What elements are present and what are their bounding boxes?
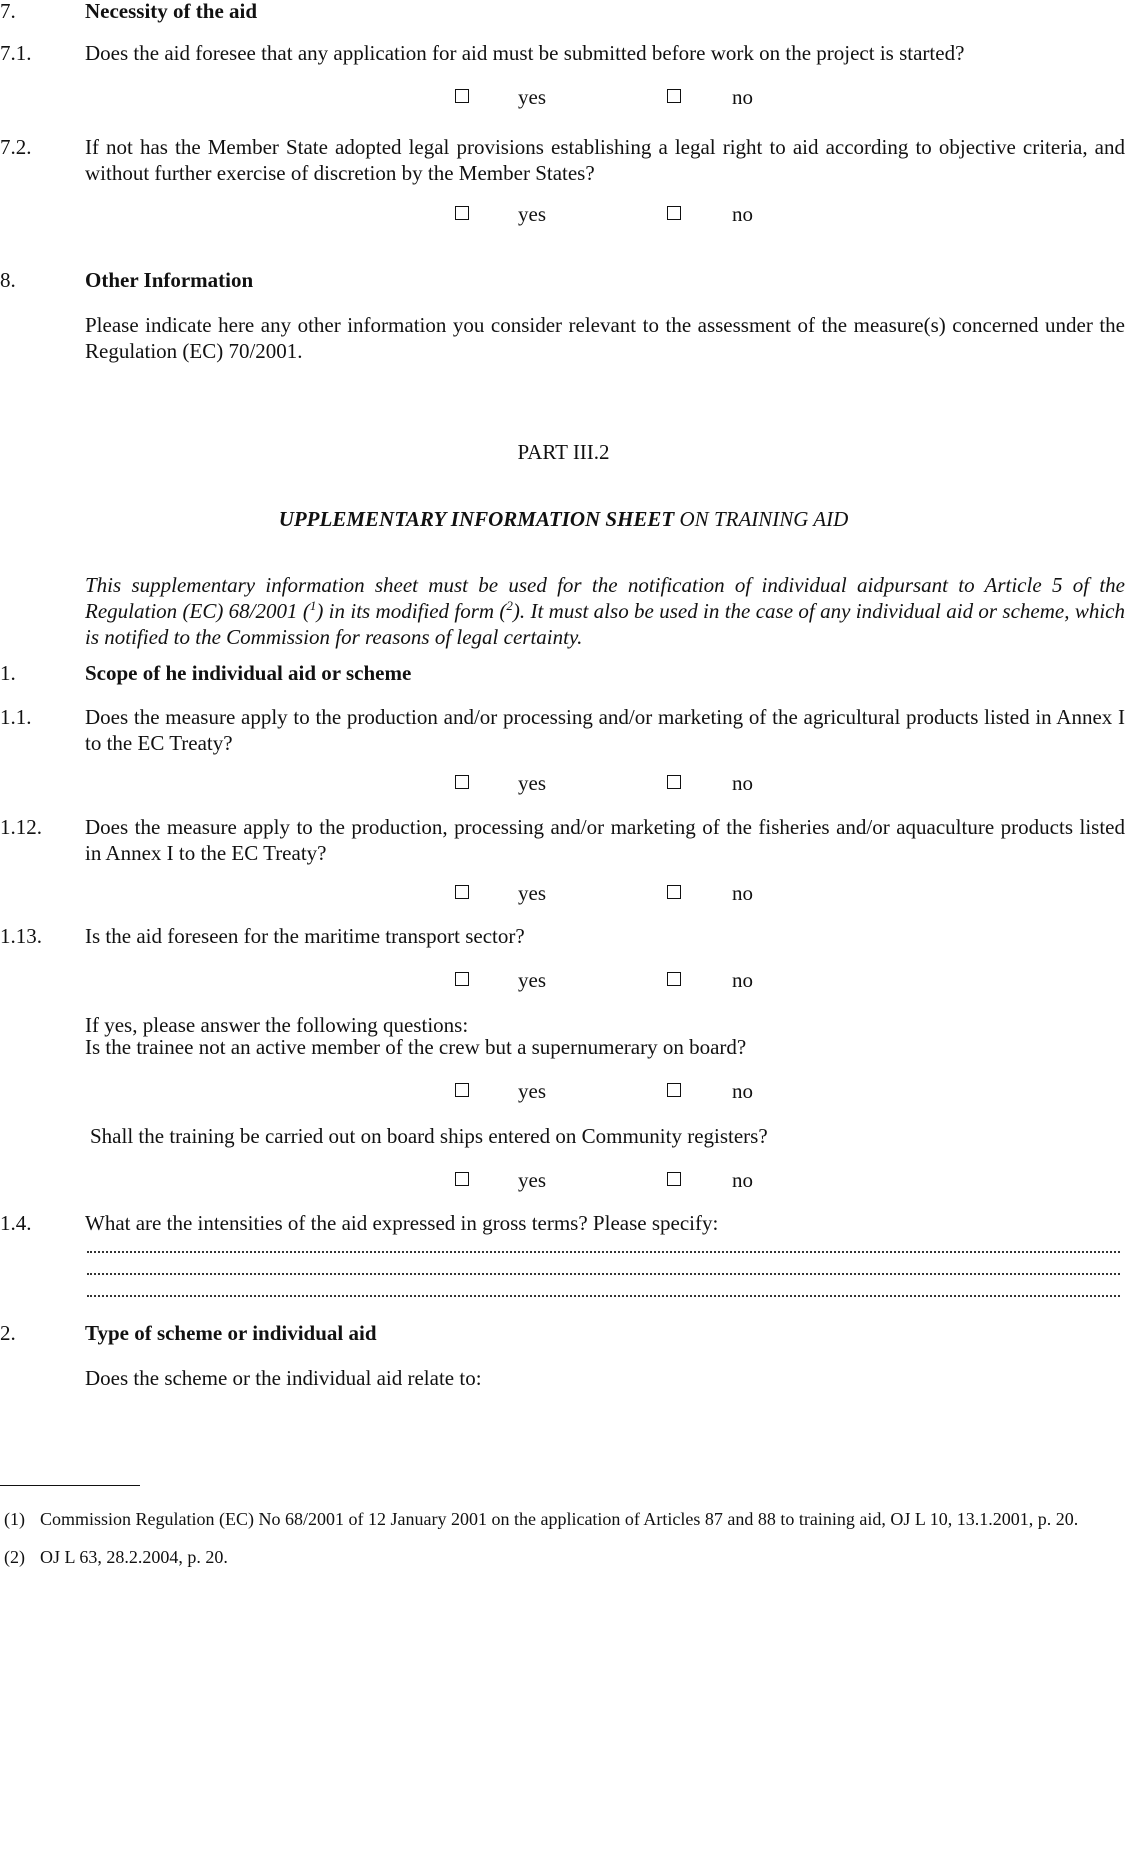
q1-13-no-checkbox[interactable] (667, 972, 681, 986)
no-label: no (732, 85, 753, 109)
section-8-title: Other Information (85, 268, 254, 292)
intro-text-b: ) in its modified form ( (316, 599, 507, 623)
intro-text-c: ). It must also be used in the case of any individual aid or scheme, which is notified to the Commission for reasons of legal certainty. (85, 599, 1125, 649)
footnote-2-number: (2) (4, 1547, 25, 1567)
part-title: PART III.2 (517, 440, 610, 464)
no-label: no (732, 1168, 753, 1192)
q7-2-text: If not has the Member State adopted legal provisions establishing a legal right to aid according to objective criteria, and without further exercise of discretion by the Member States? (85, 135, 1125, 185)
intro-text-a: This supplementary information sheet must be used for the notification of individual aidpursant to Article 5 of the Regulation (EC) 68/2001 ( (85, 573, 1125, 623)
q1-12-text: Does the measure apply to the production, processing and/or marketing of the fisheries and/or aquaculture products listed in Annex I to the EC Treaty? (85, 815, 1125, 865)
section-8-text: Please indicate here any other information you consider relevant to the assessment of the measure(s) concerned under the Regulation (EC) 70/2001. (85, 313, 1125, 363)
section-2-title: Type of scheme or individual aid (85, 1321, 377, 1345)
sub-question-2-text: Shall the training be carried out on board ships entered on Community registers? (90, 1124, 768, 1148)
section-1-number: 1. (0, 661, 16, 685)
q7-1-yes-no (0, 84, 1127, 110)
yes-label: yes (518, 968, 546, 992)
section-8-number: 8. (0, 268, 16, 292)
q7-2-yes-no (0, 201, 1127, 227)
answer-line-3[interactable] (87, 1295, 1120, 1297)
part-subtitle-bold: UPPLEMENTARY INFORMATION SHEET (278, 507, 675, 531)
q1-1-number: 1.1. (0, 705, 32, 729)
q1-4-number: 1.4. (0, 1211, 32, 1235)
sub-q1-yes-checkbox[interactable] (455, 1083, 469, 1097)
part-subtitle (0, 506, 1127, 532)
part-subtitle-rest: ON TRAINING AID (674, 507, 849, 531)
section-2-number: 2. (0, 1321, 16, 1345)
q7-2-no-checkbox[interactable] (667, 206, 681, 220)
sub-q1-no-checkbox[interactable] (667, 1083, 681, 1097)
no-label: no (732, 771, 753, 795)
footnote-ref-2[interactable]: 2 (506, 598, 513, 613)
yes-label: yes (518, 85, 546, 109)
no-label: no (732, 881, 753, 905)
footnote-separator (0, 1485, 140, 1486)
yes-label: yes (518, 1079, 546, 1103)
yes-label: yes (518, 202, 546, 226)
footnote-1-text: Commission Regulation (EC) No 68/2001 of 12 January 2001 on the application of Articles 87 and 88 to training aid, OJ L 10, 13.1.2001, p. 20. (40, 1509, 1079, 1529)
q1-1-text: Does the measure apply to the production and/or processing and/or marketing of the agricultural products listed in Annex I to the EC Treaty? (85, 705, 1125, 755)
section-2-text: Does the scheme or the individual aid relate to: (85, 1366, 482, 1390)
q1-12-number: 1.12. (0, 815, 42, 839)
q1-13-number: 1.13. (0, 924, 42, 948)
part-intro (85, 572, 1125, 650)
q1-13-yes-checkbox[interactable] (455, 972, 469, 986)
sub-q2-yes-checkbox[interactable] (455, 1172, 469, 1186)
q7-2-yes-checkbox[interactable] (455, 206, 469, 220)
no-label: no (732, 202, 753, 226)
footnote-2-text: OJ L 63, 28.2.2004, p. 20. (40, 1547, 228, 1567)
section-1-title: Scope of he individual aid or scheme (85, 661, 412, 685)
sub-question-1-yes-no (0, 1078, 1127, 1104)
q7-1-text: Does the aid foresee that any application for aid must be submitted before work on the project is started? (85, 41, 965, 65)
yes-label: yes (518, 1168, 546, 1192)
answer-line-1[interactable] (87, 1251, 1120, 1253)
q1-1-yes-checkbox[interactable] (455, 775, 469, 789)
sub-question-1-text: Is the trainee not an active member of the crew but a supernumerary on board? (85, 1035, 747, 1059)
sub-q2-no-checkbox[interactable] (667, 1172, 681, 1186)
no-label: no (732, 968, 753, 992)
q1-13-text: Is the aid foreseen for the maritime transport sector? (85, 924, 525, 948)
sub-question-2-yes-no (0, 1167, 1127, 1193)
footnote-1-number: (1) (4, 1509, 25, 1529)
yes-label: yes (518, 881, 546, 905)
q1-13-yes-no (0, 967, 1127, 993)
footnote-ref-1[interactable]: 1 (309, 598, 317, 613)
q7-1-no-checkbox[interactable] (667, 89, 681, 103)
q1-1-no-checkbox[interactable] (667, 775, 681, 789)
no-label: no (732, 1079, 753, 1103)
q1-1-yes-no (0, 770, 1127, 796)
q7-2-number: 7.2. (0, 135, 32, 159)
q1-12-yes-checkbox[interactable] (455, 885, 469, 899)
q1-12-no-checkbox[interactable] (667, 885, 681, 899)
q1-4-text: What are the intensities of the aid expressed in gross terms? Please specify: (85, 1211, 719, 1235)
section-7-number: 7. (0, 0, 16, 23)
answer-line-2[interactable] (87, 1273, 1120, 1275)
if-yes-instruction: If yes, please answer the following questions: (85, 1013, 469, 1037)
section-7-title: Necessity of the aid (85, 0, 258, 23)
yes-label: yes (518, 771, 546, 795)
q7-1-yes-checkbox[interactable] (455, 89, 469, 103)
q7-1-number: 7.1. (0, 41, 32, 65)
q1-12-yes-no (0, 880, 1127, 906)
